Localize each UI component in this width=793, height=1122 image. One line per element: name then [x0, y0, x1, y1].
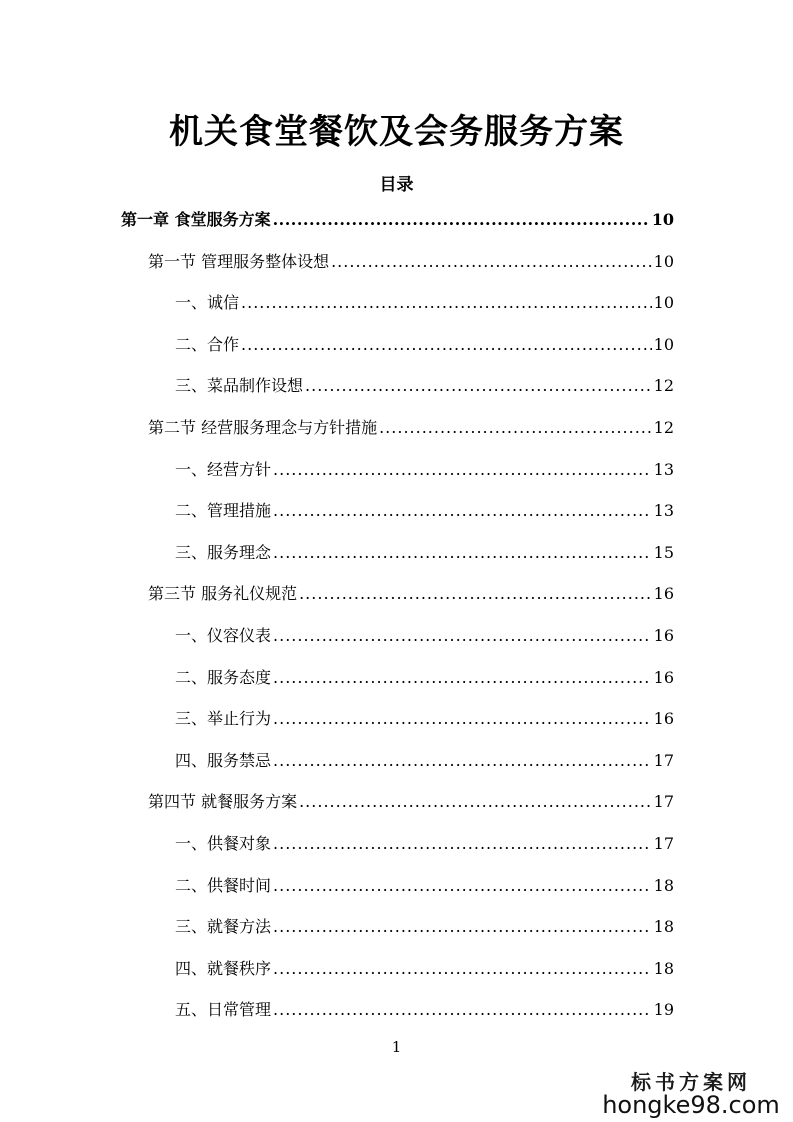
toc-dot-leader	[331, 251, 652, 273]
toc-entry-page: 12	[653, 376, 674, 395]
toc-dot-leader	[273, 916, 652, 938]
toc-dot-leader	[273, 750, 652, 772]
toc-entry-label: 三、服务理念	[175, 543, 272, 562]
toc-entry-label: 第一节 管理服务整体设想	[148, 252, 330, 271]
toc-entry[interactable]	[175, 542, 674, 564]
toc-entry-label: 二、合作	[175, 335, 240, 354]
toc-entry-label: 一、经营方针	[175, 460, 272, 479]
toc-entry-label: 二、服务态度	[175, 668, 272, 687]
toc-entry[interactable]	[175, 958, 674, 980]
toc-entry-page: 17	[653, 792, 674, 811]
toc-entry-page: 10	[651, 210, 674, 229]
toc-heading: 目录	[379, 175, 414, 195]
toc-entry-label: 第二节 经营服务理念与方针措施	[148, 418, 378, 437]
toc-entry-label: 一、仪容仪表	[175, 626, 272, 645]
toc-entry-label: 五、日常管理	[175, 1000, 272, 1019]
toc-entry-page: 17	[653, 834, 674, 853]
toc-entry-page: 16	[653, 584, 674, 603]
toc-entry-page: 19	[653, 1000, 674, 1019]
toc-entry-page: 12	[653, 418, 674, 437]
toc-dot-leader	[299, 583, 652, 605]
toc-entry[interactable]	[175, 334, 674, 356]
toc-entry[interactable]	[175, 625, 674, 647]
toc-dot-leader	[273, 708, 652, 730]
toc-dot-leader	[273, 500, 652, 522]
toc-entry-page: 17	[653, 751, 674, 770]
toc-entry[interactable]	[175, 999, 674, 1021]
toc-entry-page: 18	[653, 959, 674, 978]
toc-dot-leader	[379, 417, 652, 439]
toc-entry-page: 16	[653, 709, 674, 728]
toc-entry[interactable]	[148, 791, 674, 813]
toc-entry[interactable]	[175, 708, 674, 730]
toc-entry-page: 10	[653, 293, 674, 312]
toc-entry[interactable]	[175, 750, 674, 772]
toc-entry-label: 三、菜品制作设想	[175, 376, 304, 395]
document-title: 机关食堂餐饮及会务服务方案	[169, 112, 624, 152]
toc-entry-page: 15	[653, 543, 674, 562]
toc-entry-label: 一、诚信	[175, 293, 240, 312]
toc-entry[interactable]	[175, 500, 674, 522]
toc-entry[interactable]	[175, 375, 674, 397]
toc-dot-leader	[273, 625, 652, 647]
toc-entry[interactable]	[175, 292, 674, 314]
toc-entry-label: 第三节 服务礼仪规范	[148, 584, 298, 603]
toc-entry-label: 三、就餐方法	[175, 917, 272, 936]
toc-entry-label: 第四节 就餐服务方案	[148, 792, 298, 811]
watermark-logo	[601, 1066, 781, 1119]
watermark-url: hongke98.com	[602, 1091, 780, 1119]
toc-entry[interactable]	[148, 583, 674, 605]
toc-entry-page: 10	[653, 252, 674, 271]
toc-entry-page: 18	[653, 917, 674, 936]
toc-entry-page: 10	[653, 335, 674, 354]
toc-entry-label: 二、管理措施	[175, 501, 272, 520]
toc-entry-page: 16	[653, 626, 674, 645]
toc-entry[interactable]	[121, 209, 674, 231]
toc-entry-label: 第一章 食堂服务方案	[121, 210, 271, 229]
toc-entry-label: 四、服务禁忌	[175, 751, 272, 770]
toc-dot-leader	[241, 334, 652, 356]
toc-dot-leader	[273, 542, 652, 564]
toc-dot-leader	[273, 999, 652, 1021]
toc-entry-label: 四、就餐秩序	[175, 959, 272, 978]
toc-entry[interactable]	[148, 417, 674, 439]
toc-entry[interactable]	[175, 875, 674, 897]
toc-entry[interactable]	[175, 833, 674, 855]
toc-entry-label: 一、供餐对象	[175, 834, 272, 853]
toc-dot-leader	[273, 833, 652, 855]
toc-dot-leader	[273, 209, 650, 231]
toc-entry[interactable]	[175, 459, 674, 481]
toc-dot-leader	[299, 791, 652, 813]
page-number: 1	[391, 1038, 402, 1056]
toc-entry[interactable]	[148, 251, 674, 273]
toc-entry-page: 13	[653, 501, 674, 520]
watermark-text: 标书方案网	[631, 1070, 751, 1094]
toc-dot-leader	[273, 667, 652, 689]
toc-dot-leader	[241, 292, 652, 314]
toc-dot-leader	[273, 875, 652, 897]
toc-entry-page: 13	[653, 460, 674, 479]
toc-dot-leader	[273, 958, 652, 980]
toc-entry[interactable]	[175, 667, 674, 689]
toc-dot-leader	[273, 459, 652, 481]
toc-entry[interactable]	[175, 916, 674, 938]
toc-entry-label: 三、举止行为	[175, 709, 272, 728]
toc-entry-page: 16	[653, 668, 674, 687]
toc-entry-page: 18	[653, 876, 674, 895]
toc-dot-leader	[305, 375, 652, 397]
toc-entry-label: 二、供餐时间	[175, 876, 272, 895]
